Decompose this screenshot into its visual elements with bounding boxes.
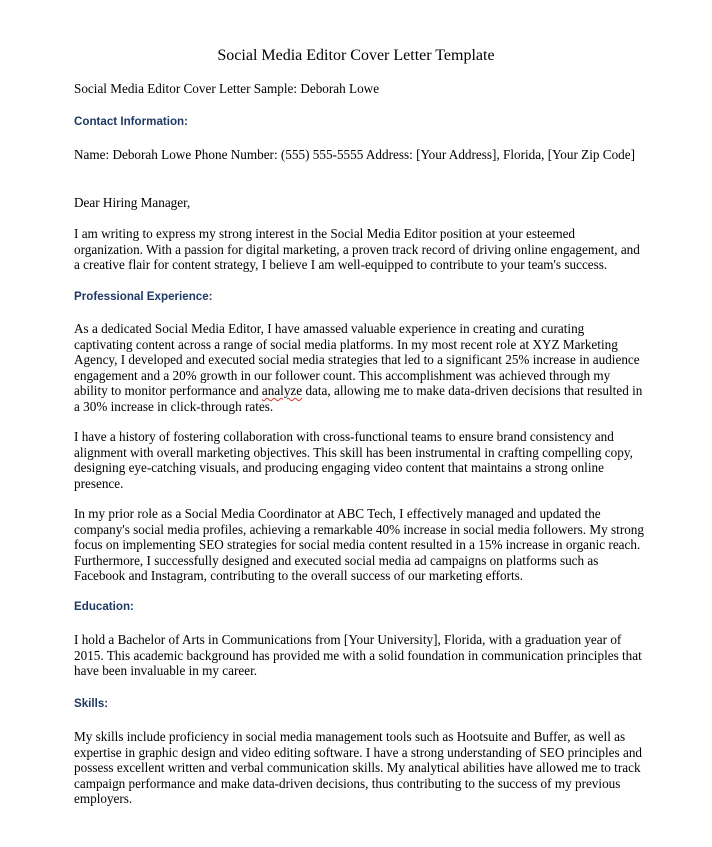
skills-paragraph: My skills include proficiency in social media management tools such as Hootsuite and Buffer, as well as expertise in graphic design and video editing software. I have a strong understanding of SEO principles and possess excellent written and verbal communication skills. My analytical abilities have allowed me to track campaign performance and make data-driven decisions, thus contributing to the success of my previous employers. bbox=[74, 729, 643, 806]
experience-paragraph-3: In my prior role as a Social Media Coordinator at ABC Tech, I effectively managed and updated the company's social media profiles, achieving a remarkable 40% increase in social media followers. My strong focus on implementing SEO strategies for social media content resulted in a 15% increase in organic reach. Furthermore, I successfully designed and executed social media ad campaigns on platforms such as Facebook and Instagram, contributing to the overall success of our marketing efforts. bbox=[74, 506, 644, 583]
document-subtitle: Social Media Editor Cover Letter Sample: Deborah Lowe bbox=[74, 81, 380, 96]
experience-paragraph-1-text-a: As a dedicated Social Media Editor, I have amassed valuable experience in creating and curating captivating content across a range of social media platforms. In my most recent role at XYZ Marketing Agency, I developed and executed social media strategies that led to a significant 25% increase in audience engagement and a 20% growth in our follower count. This accomplishment was achieved through my ability to monitor performance and bbox=[74, 321, 640, 398]
document-title: Social Media Editor Cover Letter Template bbox=[217, 47, 495, 64]
experience-paragraph-1 bbox=[74, 321, 644, 414]
heading-professional-experience: Professional Experience: bbox=[74, 290, 213, 303]
contact-details: Name: Deborah Lowe Phone Number: (555) 555-5555 Address: [Your Address], Florida, [Your Zip Code] bbox=[74, 147, 636, 162]
intro-paragraph: I am writing to express my strong interest in the Social Media Editor position at your esteemed organization. With a passion for digital marketing, a proven track record of driving online engagement, and a creative flair for content strategy, I believe I am well-equipped to contribute to your team's success. bbox=[74, 226, 640, 272]
heading-contact-information: Contact Information: bbox=[74, 115, 188, 128]
heading-skills: Skills: bbox=[74, 697, 109, 710]
experience-paragraph-2: I have a history of fostering collaboration with cross-functional teams to ensure brand consistency and alignment with overall marketing objectives. This skill has been instrumental in crafting compelling copy, designing eye-catching visuals, and producing engaging video content that maintains a strong online presence. bbox=[74, 429, 633, 491]
salutation: Dear Hiring Manager, bbox=[74, 195, 191, 210]
heading-education: Education: bbox=[74, 600, 134, 613]
education-paragraph: I hold a Bachelor of Arts in Communications from [Your University], Florida, with a graduation year of 2015. This academic background has provided me with a solid foundation in communication principles that have been invaluable in my career. bbox=[74, 632, 642, 678]
experience-paragraph-1-text-b: data, allowing me to make data-driven decisions that resulted in a 30% increase in click-through rates. bbox=[74, 383, 643, 414]
spellcheck-flagged-word[interactable]: analyze bbox=[261, 383, 303, 398]
